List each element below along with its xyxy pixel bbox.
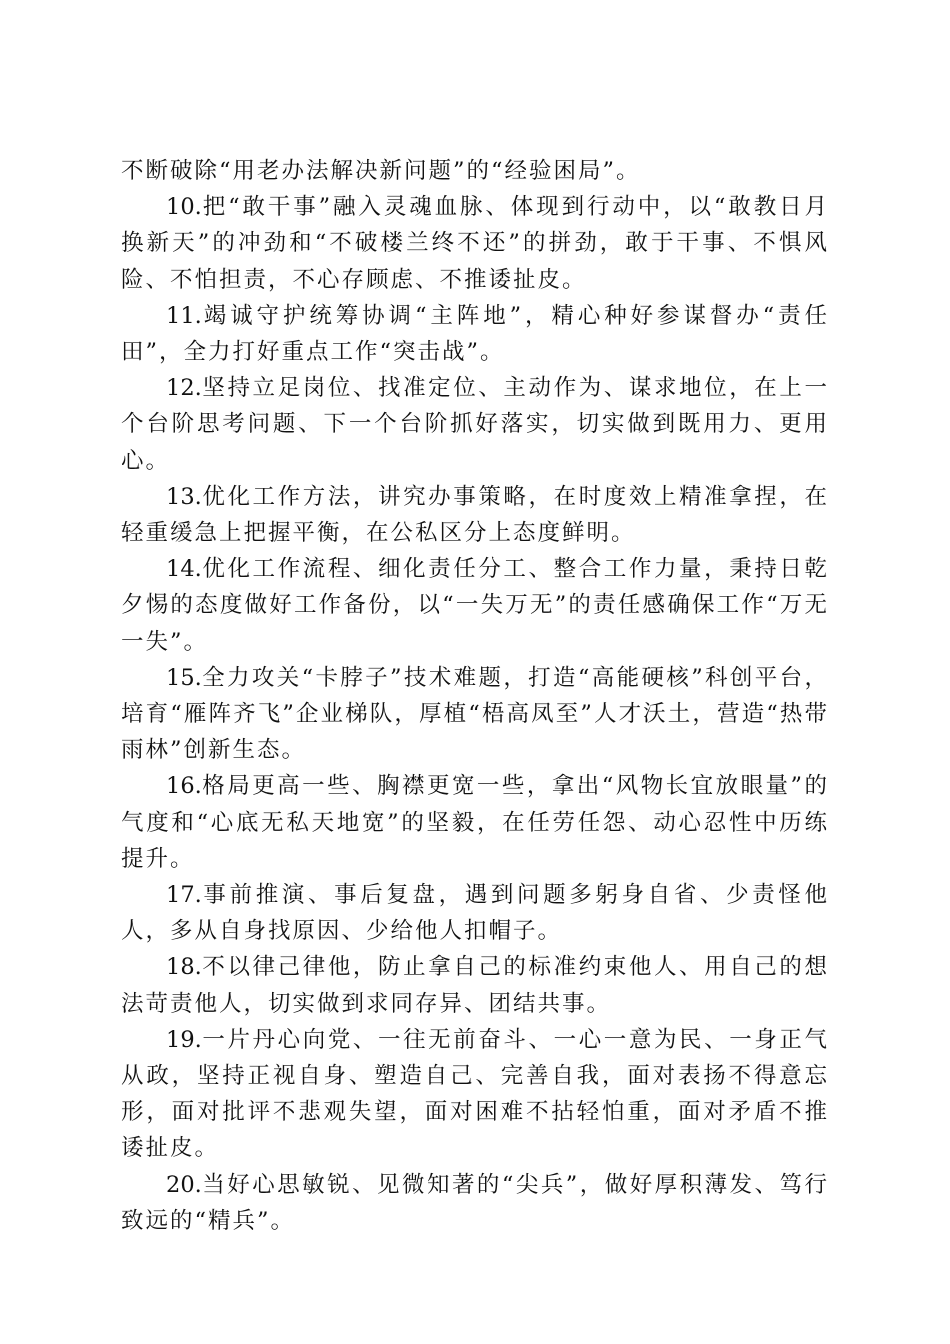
item-number: 15. <box>166 664 202 691</box>
list-item-13 <box>121 479 829 551</box>
list-item-16 <box>121 768 829 877</box>
paragraph-continuation <box>121 153 829 189</box>
item-text: 坚持立足岗位、找准定位、主动作为、谋求地位，在上一个台阶思考问题、下一个台阶抓好落实，切实做到既用力、更用心。 <box>121 375 829 474</box>
list-item-12 <box>121 370 829 479</box>
paragraph-text: 不断破除“用老办法解决新问题”的“经验困局”。 <box>121 158 641 184</box>
item-number: 12. <box>166 375 202 402</box>
document-body <box>121 153 829 1239</box>
item-text: 格局更高一些、胸襟更宽一些，拿出“风物长宜放眼量”的气度和“心底无私天地宽”的坚毅，在任劳任怨、动心忍性中历练提升。 <box>121 773 829 872</box>
list-item-19 <box>121 1022 829 1167</box>
item-number: 17. <box>166 882 202 909</box>
item-number: 20. <box>166 1171 202 1198</box>
item-text: 优化工作流程、细化责任分工、整合工作力量，秉持日乾夕惕的态度做好工作备份，以“一失万无”的责任感确保工作“万无一失”。 <box>121 556 829 655</box>
list-item-17 <box>121 877 829 949</box>
list-item-14 <box>121 551 829 660</box>
list-item-10 <box>121 189 829 298</box>
item-text: 竭诚守护统筹协调“主阵地”，精心种好参谋督办“责任田”，全力打好重点工作“突击战”。 <box>121 302 829 366</box>
item-text: 当好心思敏锐、见微知著的“尖兵”，做好厚积薄发、笃行致远的“精兵”。 <box>121 1171 829 1234</box>
item-text: 不以律己律他，防止拿自己的标准约束他人、用自己的想法苛责他人，切实做到求同存异、团结共事。 <box>121 954 829 1017</box>
item-number: 19. <box>166 1026 202 1053</box>
item-number: 10. <box>166 194 202 221</box>
item-number: 18. <box>166 954 202 981</box>
item-number: 14. <box>166 556 202 583</box>
item-number: 11. <box>166 302 202 329</box>
list-item-15 <box>121 660 829 769</box>
list-item-11 <box>121 298 829 370</box>
item-text: 全力攻关“卡脖子”技术难题，打造“高能硬核”科创平台，培育“雁阵齐飞”企业梯队，厚植“梧高凤至”人才沃土，营造“热带雨林”创新生态。 <box>121 664 829 764</box>
item-number: 13. <box>166 483 202 510</box>
list-item-20 <box>121 1167 829 1239</box>
list-item-18 <box>121 949 829 1021</box>
item-text: 事前推演、事后复盘，遇到问题多躬身自省、少责怪他人，多从自身找原因、少给他人扣帽子。 <box>121 882 829 945</box>
item-number: 16. <box>166 773 202 800</box>
item-text: 把“敢干事”融入灵魂血脉、体现到行动中，以“敢教日月换新天”的冲劲和“不破楼兰终不还”的拼劲，敢于干事、不惧风险、不怕担责，不心存顾虑、不推诿扯皮。 <box>121 194 829 293</box>
item-text: 优化工作方法，讲究办事策略，在时度效上精准拿捏，在轻重缓急上把握平衡，在公私区分上态度鲜明。 <box>121 483 829 547</box>
item-text: 一片丹心向党、一往无前奋斗、一心一意为民、一身正气从政，坚持正视自身、塑造自己、完善自我，面对表扬不得意忘形，面对批评不悲观失望，面对困难不拈轻怕重，面对矛盾不推诿扯皮。 <box>121 1026 829 1162</box>
